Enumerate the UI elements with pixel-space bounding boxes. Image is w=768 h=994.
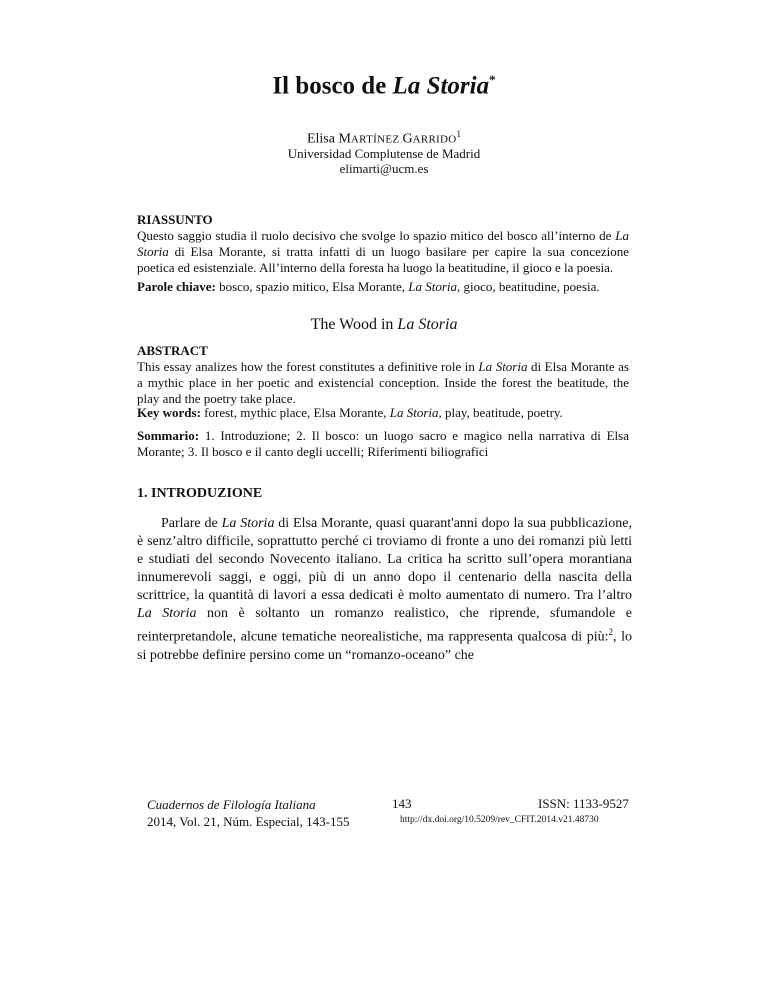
page-number: 143 [392, 796, 412, 811]
author-affiliation: Universidad Complutense de Madrid [287, 146, 481, 161]
riassunto-heading: RIASSUNTO [137, 212, 213, 227]
section-heading: 1. INTRODUZIONE [137, 486, 263, 501]
key-words-label: Key words: [137, 405, 201, 420]
parole-chiave-label: Parole chiave: [137, 279, 216, 294]
body-paragraph: Parlare de La Storia di Elsa Morante, quasi quarant'anni dopo la sua pubblicazione, è senz’altro difficile, soprattutto perché ci troviamo di fronte a uno dei romanzi più letti e studiati del secondo Novecento italiano. La critica ha scritto sull’opera morantiana innumerevoli saggi, e oggi, più di un anno dopo il centenario della nascita della scrittrice, la quantità di lavori a essa dedicati è molto aumentato di numero. Tra l’altro La Storia non è soltanto un romanzo realistico, che riprende, sfumandole e reinterpretandole, alcune tematiche neorealistiche, ma rappresenta qualcosa di più:$^2$, lo si potrebbe definire persino come un “romanzo-oceano” che [137, 516, 633, 663]
body-text [137, 515, 632, 665]
author-name: Elisa MARTÍNEZ GARRIDO$^1$ [306, 129, 462, 147]
footer-journal [147, 796, 349, 830]
journal-name: Cuadernos de Filología Italiana [147, 797, 316, 812]
title-footnote-mark[interactable]: * [489, 72, 496, 87]
abstract-heading: ABSTRACT [137, 343, 208, 358]
journal-volume: 2014, Vol. 21, Núm. Especial, 143-155 [147, 814, 350, 829]
paper-title [0, 72, 768, 100]
parole-chiave: Parole chiave: bosco, spazio mitico, Elsa Morante, La Storia, gioco, beatitudine, poesia. [137, 279, 600, 294]
sommario-label: Sommario: [137, 428, 200, 443]
author-footnote-mark[interactable]: 1 [456, 129, 462, 139]
issn: ISSN: 1133-9527 [538, 796, 629, 811]
body-footnote-mark[interactable]: 2 [608, 627, 613, 637]
riassunto-section [137, 212, 629, 276]
sommario: Sommario: 1. Introduzione; 2. Il bosco: un luogo sacro e magico nella narrativa di Elsa Morante; 3. Il bosco e il canto degli uccelli; Riferimenti biliografici [137, 428, 629, 459]
english-title: The Wood in La Storia [310, 316, 458, 333]
abstract-text: This essay analizes how the forest constitutes a definitive role in La Storia di Elsa Morante as a mythic place in her poetic and existencial conception. Inside the forest the beatitude, the play and the poetry take place. [137, 359, 629, 406]
title-italic: La Storia [392, 72, 490, 100]
abstract-section [137, 343, 629, 407]
riassunto-text: Questo saggio studia il ruolo decisivo che svolge lo spazio mitico del bosco all’interno de La Storia di Elsa Morante, si tratta infatti di un luogo basilare per capire la sua concezione poetica ed esistenziale. All’interno della foresta ha luogo la beatitudine, il gioco e la poesia. [137, 228, 629, 275]
title-text: Il bosco de [272, 72, 393, 100]
doi-link[interactable]: http://dx.doi.org/10.5209/rev_CFIT.2014.v21.48730 [400, 815, 599, 825]
key-words: Key words: forest, mythic place, Elsa Morante, La Storia, play, beatitude, poetry. [137, 405, 563, 420]
author-email[interactable]: elimarti@ucm.es [339, 161, 429, 176]
